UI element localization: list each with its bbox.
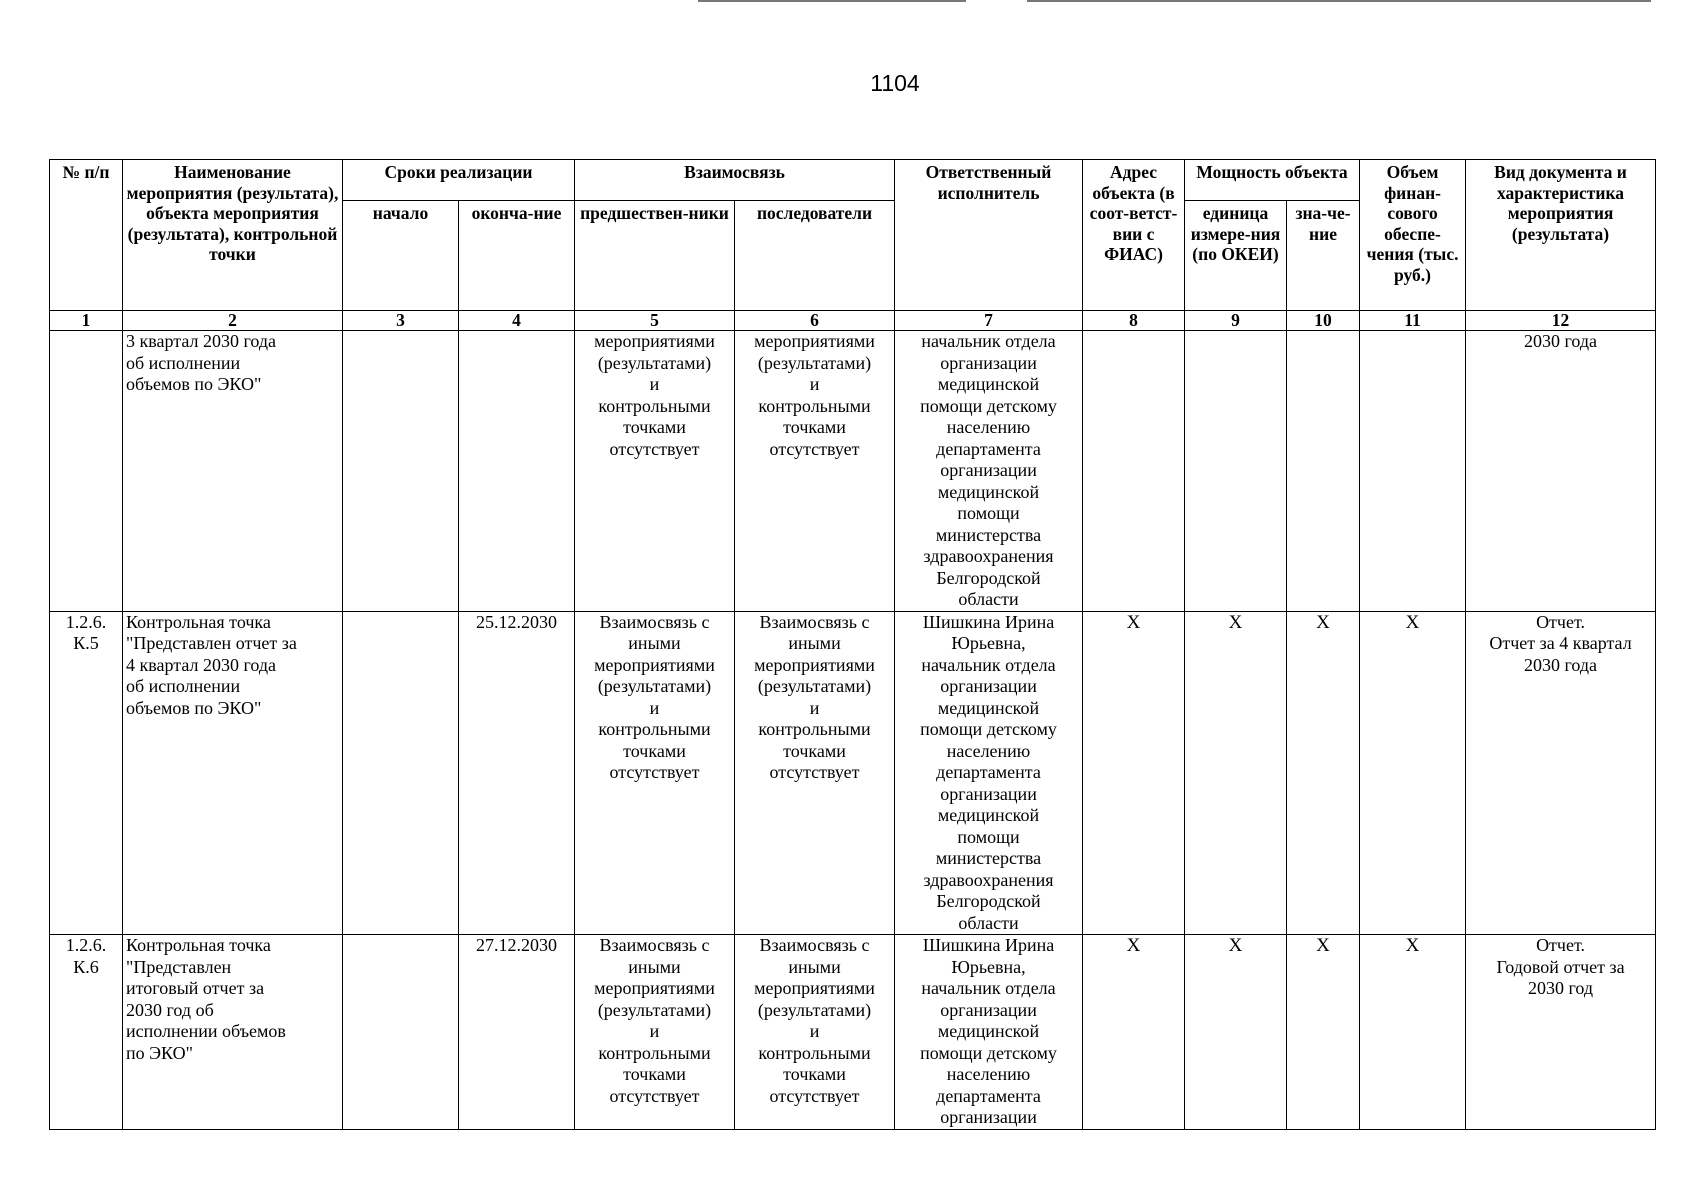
cell-line: точками [783, 740, 846, 761]
cell-line: медицинской [937, 805, 1040, 825]
cell-line: об исполнении [126, 352, 241, 373]
cell-line: иными [788, 633, 841, 653]
cell-value: X [1287, 611, 1360, 935]
cell-line: помощи детскому [920, 395, 1057, 416]
column-number: 12 [1466, 311, 1656, 331]
cell-line: Взаимосвязь с [759, 935, 870, 955]
column-number: 4 [459, 311, 575, 331]
cell-successors [735, 611, 895, 935]
cell-line: точками [623, 1064, 686, 1084]
cell-line: министерства [935, 848, 1042, 868]
cell-address: X [1083, 935, 1185, 1130]
cell-line: организации [940, 783, 1037, 804]
cell-line: департамента [936, 1085, 1041, 1106]
column-number: 7 [895, 311, 1083, 331]
cell-line: организации [940, 460, 1037, 480]
cell-finance: X [1360, 611, 1466, 935]
cell-line: отсутствует [769, 1085, 860, 1106]
cell-line: К.5 [73, 633, 99, 653]
cell-line: мероприятиями [594, 978, 715, 998]
cell-number [50, 611, 123, 935]
cell-executor [895, 331, 1083, 612]
plan-table [49, 159, 1656, 1130]
column-number: 1 [50, 311, 123, 331]
cell-line: К.6 [73, 956, 99, 977]
cell-line: 2030 год об [126, 999, 214, 1020]
cell-line: мероприятиями [754, 331, 875, 351]
cell-address: X [1083, 611, 1185, 935]
cell-end: 27.12.2030 [459, 935, 575, 1130]
header-terms: Сроки реализации [343, 160, 575, 201]
column-number: 5 [575, 311, 735, 331]
cell-line: и [809, 1021, 820, 1041]
header-address: Адрес объекта (в соот-ветст-вии с ФИАС) [1083, 160, 1185, 311]
cell-line: 3 квартал 2030 года [126, 331, 277, 351]
cell-line: точками [623, 740, 686, 761]
cell-line: иными [628, 633, 681, 653]
cell-line: Белгородской [936, 567, 1041, 588]
cell-line: Взаимосвязь с [759, 611, 870, 632]
cell-line: Отчет. [1536, 611, 1585, 632]
cell-line: населению [946, 417, 1031, 437]
cell-line: контрольными [598, 719, 711, 739]
cell-line: 1.2.6. [65, 611, 107, 632]
cell-line: (результатами) [757, 999, 872, 1020]
cell-line: отсутствует [609, 762, 700, 782]
cell-line: организации [940, 1107, 1037, 1127]
cell-line: исполнении объемов [126, 1021, 286, 1041]
cell-line: объемов по ЭКО" [126, 374, 262, 394]
cell-line: 2030 года [1523, 331, 1598, 351]
cell-finance: X [1360, 935, 1466, 1130]
cell-line: здравоохранения [923, 546, 1054, 566]
cell-successors [735, 331, 895, 612]
cell-line: отсутствует [769, 762, 860, 782]
cell-line: Белгородской [936, 891, 1041, 911]
cell-value [1287, 331, 1360, 612]
column-number: 2 [123, 311, 343, 331]
cell-line: мероприятиями [754, 654, 875, 675]
header-document: Вид документа и характеристика мероприятия (результата) [1466, 160, 1656, 311]
cell-line: (результатами) [597, 999, 712, 1020]
cell-line: итоговый отчет за [126, 978, 265, 998]
cell-line: начальник отдела [921, 654, 1056, 675]
header-end: оконча-ние [459, 201, 575, 311]
column-number: 3 [343, 311, 459, 331]
cell-line: объемов по ЭКО" [126, 697, 262, 718]
header-capacity: Мощность объекта [1185, 160, 1360, 201]
cell-line: и [649, 374, 660, 394]
cell-executor [895, 935, 1083, 1130]
cell-document [1466, 611, 1656, 935]
cell-document [1466, 331, 1656, 612]
column-number: 11 [1360, 311, 1466, 331]
top-rule-right [1027, 0, 1651, 2]
cell-line: медицинской [937, 1021, 1040, 1041]
cell-line: Взаимосвязь с [599, 935, 710, 955]
cell-value: X [1287, 935, 1360, 1130]
cell-line: Контрольная точка [126, 611, 271, 632]
cell-successors [735, 935, 895, 1130]
cell-start [343, 331, 459, 612]
cell-line: контрольными [758, 1042, 871, 1063]
cell-line: Взаимосвязь с [599, 611, 710, 632]
cell-line: начальник отдела [921, 331, 1056, 351]
cell-line: медицинской [937, 697, 1040, 718]
column-number: 10 [1287, 311, 1360, 331]
cell-line: Шишкина Ирина [922, 611, 1055, 632]
cell-line: контрольными [598, 1042, 711, 1063]
cell-line: мероприятиями [594, 331, 715, 351]
cell-line: населению [946, 740, 1031, 761]
cell-unit: X [1185, 935, 1287, 1130]
page-number: 1104 [870, 70, 920, 96]
cell-line: медицинской [937, 481, 1040, 502]
cell-line: (результатами) [757, 676, 872, 696]
header-name: Наименование мероприятия (результата), объекта мероприятия (результата), контрольной точки [123, 160, 343, 311]
cell-line: иными [788, 956, 841, 977]
cell-line: 1.2.6. [65, 935, 107, 955]
cell-line: организации [940, 999, 1037, 1020]
cell-number [50, 935, 123, 1130]
cell-line: помощи [957, 826, 1020, 847]
cell-name [123, 935, 343, 1130]
cell-line: контрольными [598, 395, 711, 416]
cell-unit: X [1185, 611, 1287, 935]
table-row [50, 611, 1656, 935]
cell-end: 25.12.2030 [459, 611, 575, 935]
cell-name [123, 611, 343, 935]
cell-line: контрольными [758, 719, 871, 739]
cell-line: точками [783, 1064, 846, 1084]
header-predecessors: предшествен-ники [575, 201, 735, 311]
cell-line: Юрьевна, [951, 956, 1026, 977]
cell-line: "Представлен [126, 956, 232, 977]
cell-start [343, 935, 459, 1130]
cell-line: мероприятиями [754, 978, 875, 998]
cell-line: и [649, 1021, 660, 1041]
cell-line: департамента [936, 762, 1041, 782]
cell-unit [1185, 331, 1287, 612]
cell-line: отсутствует [769, 438, 860, 459]
cell-line: (результатами) [597, 676, 712, 696]
header-start: начало [343, 201, 459, 311]
cell-line: помощи детскому [920, 719, 1057, 739]
cell-line: министерства [935, 524, 1042, 545]
header-unit: единица измере-ния (по ОКЕИ) [1185, 201, 1287, 311]
cell-line: 2030 год [1527, 978, 1594, 998]
cell-document [1466, 935, 1656, 1130]
header-link: Взаимосвязь [575, 160, 895, 201]
cell-line: здравоохранения [923, 869, 1054, 890]
cell-executor [895, 611, 1083, 935]
cell-line: об исполнении [126, 676, 241, 696]
top-rule-left [698, 0, 966, 2]
column-number: 9 [1185, 311, 1287, 331]
column-number: 6 [735, 311, 895, 331]
cell-line: медицинской [937, 374, 1040, 394]
cell-line: области [958, 589, 1019, 609]
cell-line: и [809, 697, 820, 718]
cell-start [343, 611, 459, 935]
cell-line: помощи [957, 503, 1020, 523]
cell-line: области [958, 912, 1019, 933]
cell-address [1083, 331, 1185, 612]
cell-line: (результатами) [757, 352, 872, 373]
cell-line: помощи детскому [920, 1042, 1057, 1063]
cell-line: по ЭКО" [126, 1042, 193, 1063]
cell-line: департамента [936, 438, 1041, 459]
header-number: № п/п [50, 160, 123, 311]
cell-finance [1360, 331, 1466, 612]
header-successors: последователи [735, 201, 895, 311]
cell-number [50, 331, 123, 612]
header-finance: Объем финан-сового обеспе-чения (тыс. руб.) [1360, 160, 1466, 311]
cell-name [123, 331, 343, 612]
table-row [50, 935, 1656, 1130]
cell-predecessors [575, 331, 735, 612]
cell-line: мероприятиями [594, 654, 715, 675]
cell-predecessors [575, 611, 735, 935]
cell-line: "Представлен отчет за [126, 633, 297, 653]
cell-line: Годовой отчет за [1496, 956, 1625, 977]
cell-line: организации [940, 352, 1037, 373]
cell-line: и [649, 697, 660, 718]
cell-line: начальник отдела [921, 978, 1056, 998]
cell-line: отсутствует [609, 1085, 700, 1106]
column-number: 8 [1083, 311, 1185, 331]
cell-end [459, 331, 575, 612]
cell-line: точками [623, 417, 686, 437]
cell-line: контрольными [758, 395, 871, 416]
cell-line: населению [946, 1064, 1031, 1084]
cell-line: Юрьевна, [951, 633, 1026, 653]
cell-line: Шишкина Ирина [922, 935, 1055, 955]
cell-line: отсутствует [609, 438, 700, 459]
cell-line: организации [940, 676, 1037, 696]
cell-line: иными [628, 956, 681, 977]
header-executor: Ответственный исполнитель [895, 160, 1083, 311]
cell-line: точками [783, 417, 846, 437]
cell-line: Отчет. [1536, 935, 1585, 955]
cell-line: 4 квартал 2030 года [126, 654, 277, 675]
cell-line: Отчет за 4 квартал [1489, 633, 1632, 653]
cell-line: Контрольная точка [126, 935, 271, 955]
cell-predecessors [575, 935, 735, 1130]
table-row [50, 331, 1656, 612]
header-value: зна-че-ние [1287, 201, 1360, 311]
cell-line: 2030 года [1523, 654, 1598, 675]
cell-line: и [809, 374, 820, 394]
cell-line: (результатами) [597, 352, 712, 373]
